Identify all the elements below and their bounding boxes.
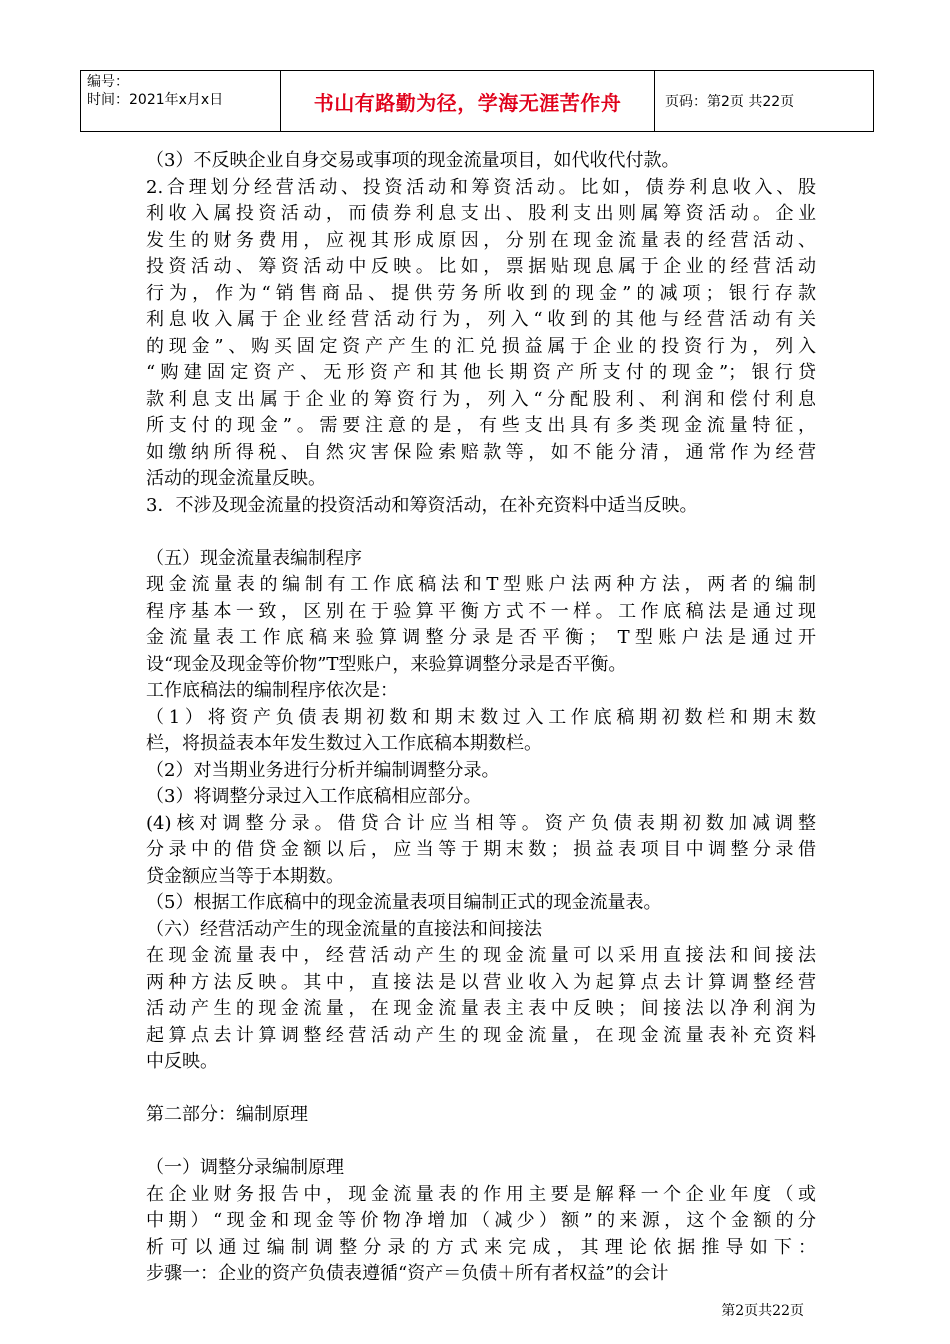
text-line: （五）现金流量表编制程序: [146, 547, 362, 569]
text-line: （3）将调整分录过入工作底稿相应部分。: [146, 786, 482, 807]
text-line: 金流量表工作底稿来验算调整分录是否平衡； T型账户法是通过开: [146, 627, 816, 648]
text-line: 的现金”、购买固定资产产生的汇兑损益属于企业的投资行为，列入: [146, 335, 816, 357]
text-line: 步骤一：企业的资产负债表遵循“资产＝负债＋所有者权益”的会计: [146, 1263, 669, 1284]
text-line: 中期）“现金和现金等价物净增加（减少）额”的来源，这个金额的分: [146, 1210, 816, 1231]
document-number-label: 编号：: [87, 74, 129, 90]
paragraph-gap: [146, 1076, 816, 1103]
paragraph: [146, 811, 816, 891]
text-line: 分录中的借贷金额以后，应当等于期末数；损益表项目中调整分录借: [146, 839, 816, 860]
text-line: 活动的现金流量反映。: [146, 468, 326, 489]
text-line: 工作底稿法的编制程序依次是：: [146, 680, 398, 701]
header-left-cell: [81, 71, 281, 131]
text-line: （六）经营活动产生的现金流量的直接法和间接法: [146, 918, 542, 940]
text-line: 所支付的现金”。需要注意的是，有些支出具有多类现金流量特征，: [146, 415, 816, 436]
text-line: 栏，将损益表本年发生数过入工作底稿本期数栏。: [146, 733, 542, 754]
paragraph: [146, 784, 816, 811]
paragraph: [146, 546, 816, 573]
text-line: 设“现金及现金等价物”T型账户，来验算调整分录是否平衡。: [146, 653, 627, 675]
text-line: （2）对当期业务进行分析并编制调整分录。: [146, 759, 500, 781]
text-line: （3）不反映企业自身交易或事项的现金流量项目，如代收代付款。: [146, 150, 680, 171]
text-line: （1）将资产负债表期初数和期末数过入工作底稿期初数栏和期末数: [146, 706, 816, 728]
page-footer: 第2页共22页: [721, 1303, 804, 1319]
text-line: 投资活动、筹资活动中反映。比如，票据贴现息属于企业的经营活动: [146, 256, 816, 277]
text-line: 在现金流量表中，经营活动产生的现金流量可以采用直接法和间接法: [146, 945, 816, 966]
paragraph: [146, 1102, 816, 1129]
text-line: 在企业财务报告中，现金流量表的作用主要是解释一个企业年度（或: [146, 1183, 816, 1205]
text-line: （5）根据工作底稿中的现金流量表项目编制正式的现金流量表。: [146, 892, 662, 913]
paragraph: [146, 943, 816, 1076]
text-line: 中反映。: [146, 1051, 218, 1072]
text-line: 行为，作为“销售商品、提供劳务所收到的现金”的减项；银行存款: [146, 282, 816, 304]
paragraph: [146, 890, 816, 917]
paragraph-gap: [146, 519, 816, 546]
text-line: 2.合理划分经营活动、投资活动和筹资活动。比如，债券利息收入、股: [146, 176, 816, 198]
paragraph: [146, 148, 816, 175]
text-line: 活动产生的现金流量，在现金流量表主表中反映；间接法以净利润为: [146, 998, 816, 1019]
text-line: 现金流量表的编制有工作底稿法和T型账户法两种方法，两者的编制: [146, 574, 816, 595]
paragraph: [146, 758, 816, 785]
paragraph: [146, 705, 816, 758]
page-header: [80, 70, 874, 132]
text-line: 第二部分：编制原理: [146, 1104, 308, 1125]
paragraph-gap: [146, 1129, 816, 1156]
text-line: (4)核对调整分录。借贷合计应当相等。资产负债表期初数加减调整: [146, 812, 816, 834]
text-line: “购建固定资产、无形资产和其他长期资产所支付的现金”；银行贷: [146, 362, 816, 383]
text-line: 款利息支出属于企业的筹资行为，列入“分配股利、利润和偿付利息: [146, 388, 816, 410]
text-line: 3．不涉及现金流量的投资活动和筹资活动，在补充资料中适当反映。: [146, 494, 698, 516]
paragraph: [146, 678, 816, 705]
text-line: 起算点去计算调整经营活动产生的现金流量，在现金流量表补充资料: [146, 1024, 816, 1046]
paragraph: [146, 1182, 816, 1288]
text-line: （一）调整分录编制原理: [146, 1157, 344, 1178]
document-body: [146, 148, 816, 1288]
text-line: 利收入属投资活动，而债券利息支出、股利支出则属筹资活动。企业: [146, 203, 816, 224]
paragraph: [146, 917, 816, 944]
document-date-label: 时间：2021年x月x日: [87, 92, 224, 108]
text-line: 析可以通过编制调整分录的方式来完成，其理论依据推导如下：: [146, 1236, 816, 1258]
text-line: 程序基本一致，区别在于验算平衡方式不一样。工作底稿法是通过现: [146, 600, 816, 622]
header-motto: 书山有路勤为径，学海无涯苦作舟: [281, 71, 655, 131]
header-page-label: 页码：第2页 共22页: [665, 94, 795, 110]
paragraph: [146, 493, 816, 520]
text-line: 两种方法反映。其中，直接法是以营业收入为起算点去计算调整经营: [146, 971, 816, 993]
text-line: 利息收入属于企业经营活动行为，列入“收到的其他与经营活动有关: [146, 309, 816, 330]
text-line: 发生的财务费用，应视其形成原因，分别在现金流量表的经营活动、: [146, 229, 816, 251]
text-line: 如缴纳所得税、自然灾害保险索赔款等，如不能分清，通常作为经营: [146, 441, 816, 463]
paragraph: [146, 1155, 816, 1182]
text-line: 贷金额应当等于本期数。: [146, 865, 344, 887]
paragraph: [146, 175, 816, 493]
paragraph: [146, 572, 816, 678]
